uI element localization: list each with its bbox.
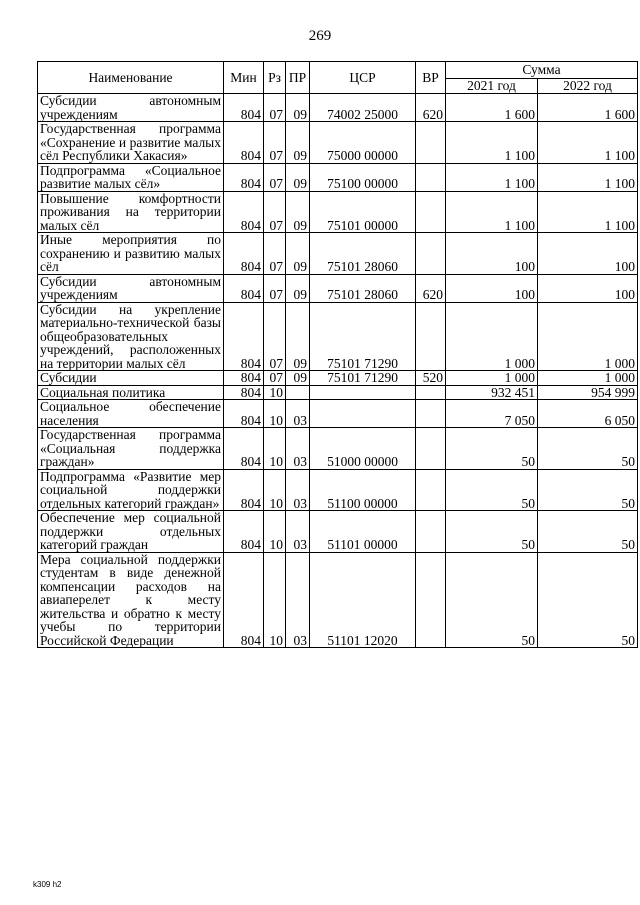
- table-row: [38, 233, 638, 275]
- row-vr: 520: [416, 371, 446, 386]
- row-vr: [416, 469, 446, 511]
- row-pr: 09: [286, 191, 310, 233]
- row-min: 804: [224, 191, 264, 233]
- row-sum-2021: 100: [446, 233, 538, 275]
- row-name: Подпрограмма «Социальное развитие малых сёл»: [38, 163, 224, 191]
- table-row: [38, 400, 638, 428]
- row-pr: 03: [286, 552, 310, 648]
- row-rz: 07: [264, 94, 286, 122]
- row-rz: 07: [264, 233, 286, 275]
- row-sum-2022: 1 600: [538, 94, 638, 122]
- row-vr: [416, 511, 446, 553]
- header-min: Мин: [224, 62, 264, 94]
- row-rz: 10: [264, 469, 286, 511]
- row-sum-2022: 50: [538, 552, 638, 648]
- header-rz: Рз: [264, 62, 286, 94]
- row-min: 804: [224, 400, 264, 428]
- row-sum-2022: 100: [538, 274, 638, 302]
- row-name: Государственная программа «Социальная поддержка граждан»: [38, 428, 224, 470]
- row-sum-2022: 50: [538, 428, 638, 470]
- row-name: Социальное обеспечение населения: [38, 400, 224, 428]
- row-pr: 09: [286, 233, 310, 275]
- row-pr: 09: [286, 274, 310, 302]
- row-rz: 07: [264, 302, 286, 371]
- row-name: Обеспечение мер социальной поддержки отдельных категорий граждан: [38, 511, 224, 553]
- row-rz: 07: [264, 274, 286, 302]
- table-header-row: [38, 62, 638, 79]
- row-pr: 09: [286, 371, 310, 386]
- table-row: [38, 163, 638, 191]
- row-pr: 09: [286, 163, 310, 191]
- row-vr: [416, 163, 446, 191]
- row-sum-2021: 50: [446, 552, 538, 648]
- row-pr: 03: [286, 511, 310, 553]
- row-min: 804: [224, 302, 264, 371]
- row-csr: 75101 28060: [310, 274, 416, 302]
- row-sum-2021: 50: [446, 469, 538, 511]
- row-sum-2022: 1 100: [538, 163, 638, 191]
- row-sum-2022: 50: [538, 511, 638, 553]
- row-name: Государственная программа «Сохранение и развитие малых сёл Республики Хакасия»: [38, 122, 224, 164]
- budget-table: [37, 61, 638, 648]
- row-sum-2021: 1 100: [446, 122, 538, 164]
- row-sum-2022: 1 100: [538, 122, 638, 164]
- footer-code: k309 h2: [33, 880, 62, 889]
- header-pr: ПР: [286, 62, 310, 94]
- row-name: Субсидии: [38, 371, 224, 386]
- row-csr: 51000 00000: [310, 428, 416, 470]
- table-row: [38, 428, 638, 470]
- row-vr: 620: [416, 274, 446, 302]
- row-vr: [416, 122, 446, 164]
- row-name: Субсидии на укрепление материально-технической базы общеобразовательных учреждений, расположенных на территории малых сёл: [38, 302, 224, 371]
- table-row: [38, 302, 638, 371]
- row-sum-2021: 1 600: [446, 94, 538, 122]
- table-row: [38, 552, 638, 648]
- row-pr: 03: [286, 428, 310, 470]
- row-sum-2022: 1 100: [538, 191, 638, 233]
- row-pr: 09: [286, 122, 310, 164]
- row-min: 804: [224, 274, 264, 302]
- row-sum-2022: 1 000: [538, 302, 638, 371]
- row-rz: 10: [264, 428, 286, 470]
- row-min: 804: [224, 122, 264, 164]
- header-name: Наименование: [38, 62, 224, 94]
- row-name: Субсидии автономным учреждениям: [38, 94, 224, 122]
- row-vr: [416, 400, 446, 428]
- table-body: [38, 94, 638, 648]
- row-vr: [416, 302, 446, 371]
- row-min: 804: [224, 428, 264, 470]
- row-name: Мера социальной поддержки студентам в виде денежной компенсации расходов на авиаперелет к месту жительства и обратно к месту учебы по территории Российской Федерации: [38, 552, 224, 648]
- row-sum-2022: 50: [538, 469, 638, 511]
- row-min: 804: [224, 385, 264, 400]
- row-rz: 10: [264, 385, 286, 400]
- row-rz: 10: [264, 511, 286, 553]
- row-csr: 74002 25000: [310, 94, 416, 122]
- row-name: Субсидии автономным учреждениям: [38, 274, 224, 302]
- row-vr: [416, 385, 446, 400]
- row-csr: [310, 385, 416, 400]
- row-min: 804: [224, 371, 264, 386]
- row-vr: [416, 428, 446, 470]
- row-csr: 51101 12020: [310, 552, 416, 648]
- row-csr: 75100 00000: [310, 163, 416, 191]
- page-number: 269: [308, 28, 332, 44]
- table-row: [38, 274, 638, 302]
- table-row: [38, 371, 638, 386]
- row-sum-2022: 954 999: [538, 385, 638, 400]
- row-csr: 75101 71290: [310, 302, 416, 371]
- row-sum-2021: 1 000: [446, 371, 538, 386]
- header-year-2021: 2021 год: [446, 79, 538, 94]
- table-row: [38, 191, 638, 233]
- row-min: 804: [224, 233, 264, 275]
- row-vr: 620: [416, 94, 446, 122]
- row-csr: 75101 28060: [310, 233, 416, 275]
- header-year-2022: 2022 год: [538, 79, 638, 94]
- row-sum-2022: 1 000: [538, 371, 638, 386]
- row-min: 804: [224, 94, 264, 122]
- row-min: 804: [224, 511, 264, 553]
- row-name: Подпрограмма «Развитие мер социальной поддержки отдельных категорий граждан»: [38, 469, 224, 511]
- row-sum-2021: 1 100: [446, 163, 538, 191]
- row-csr: 75000 00000: [310, 122, 416, 164]
- row-sum-2021: 1 100: [446, 191, 538, 233]
- header-vr: ВР: [416, 62, 446, 94]
- row-csr: [310, 400, 416, 428]
- header-csr: ЦСР: [310, 62, 416, 94]
- row-vr: [416, 191, 446, 233]
- row-min: 804: [224, 469, 264, 511]
- row-pr: [286, 385, 310, 400]
- row-csr: 51101 00000: [310, 511, 416, 553]
- row-csr: 75101 00000: [310, 191, 416, 233]
- row-sum-2021: 100: [446, 274, 538, 302]
- row-pr: 03: [286, 400, 310, 428]
- header-sum: Сумма: [446, 62, 638, 79]
- row-rz: 07: [264, 371, 286, 386]
- row-rz: 07: [264, 191, 286, 233]
- table-row: [38, 511, 638, 553]
- row-pr: 09: [286, 94, 310, 122]
- row-min: 804: [224, 552, 264, 648]
- row-rz: 07: [264, 163, 286, 191]
- row-sum-2022: 6 050: [538, 400, 638, 428]
- row-rz: 10: [264, 400, 286, 428]
- row-sum-2022: 100: [538, 233, 638, 275]
- row-csr: 51100 00000: [310, 469, 416, 511]
- row-sum-2021: 1 000: [446, 302, 538, 371]
- row-pr: 09: [286, 302, 310, 371]
- row-sum-2021: 50: [446, 511, 538, 553]
- row-min: 804: [224, 163, 264, 191]
- table-row: [38, 94, 638, 122]
- row-csr: 75101 71290: [310, 371, 416, 386]
- row-sum-2021: 50: [446, 428, 538, 470]
- row-rz: 10: [264, 552, 286, 648]
- table-row: [38, 469, 638, 511]
- table-row: [38, 122, 638, 164]
- row-vr: [416, 233, 446, 275]
- row-sum-2021: 7 050: [446, 400, 538, 428]
- row-vr: [416, 552, 446, 648]
- row-name: Иные мероприятия по сохранению и развитию малых сёл: [38, 233, 224, 275]
- row-pr: 03: [286, 469, 310, 511]
- row-name: Повышение комфортности проживания на территории малых сёл: [38, 191, 224, 233]
- row-name: Социальная политика: [38, 385, 224, 400]
- row-sum-2021: 932 451: [446, 385, 538, 400]
- row-rz: 07: [264, 122, 286, 164]
- table-row: [38, 385, 638, 400]
